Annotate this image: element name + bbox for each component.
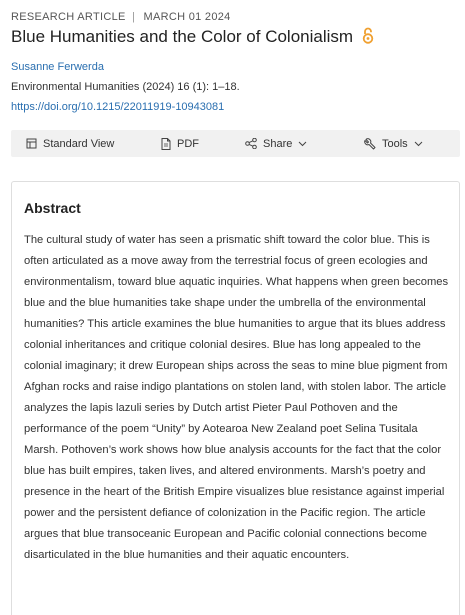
abstract-text: The cultural study of water has seen a prismatic shift toward the color blue. This is often articulated as a move away from the terrestrial focus of green ecologies and environmentalism, toward blue aquatic inquiries. What happens when green becomes blue and the blue humanities take shape under the umbrella of the environmental humanities? This article examines the blue humanities to argue that its blues address colonial inheritances and critique colonial desires. Blue has long appealed to the colonial imaginary; it drew European ships across the seas to mine blue pigment from Afghan rocks and raise indigo plantations on stolen land, with stolen labor. The article analyzes the lapis lazuli series by Dutch artist Pieter Paul Pothoven and the performance of the poem “Unity” by Aotearoa New Zealand poet Selina Tusitala Marsh. Pothoven’s work shows how blue analysis accounts for the fact that the color blue has built empires, taken lives, and altered environments. Marsh’s poetry and presence in the heart of the British Empire visualizes blue resistance against imperial power and the persistent defiance of colonization in the Pacific region. The article argues that blue transoceanic European and Pacific colonial connections become disarticulated in the blue humanities and their aquatic encounters. xyxy=(24,234,449,561)
journal-citation: Environmental Humanities (2024) 16 (1): 1–18. xyxy=(11,81,240,93)
pdf-file-icon xyxy=(161,138,171,150)
pdf-label: PDF xyxy=(177,137,199,150)
standard-view-button[interactable] xyxy=(26,130,114,157)
share-button[interactable] xyxy=(245,130,307,157)
article-title: Blue Humanities and the Color of Colonialism xyxy=(11,27,354,46)
abstract-section xyxy=(11,181,460,615)
article-title-row xyxy=(11,27,374,49)
publication-date: MARCH 01 2024 xyxy=(143,11,231,23)
tools-label: Tools xyxy=(382,137,408,150)
abstract-heading: Abstract xyxy=(24,200,81,216)
article-type: RESEARCH ARTICLE xyxy=(11,11,126,23)
author-link[interactable]: Susanne Ferwerda xyxy=(11,61,104,73)
chevron-down-icon xyxy=(414,141,423,147)
article-toolbar xyxy=(11,130,460,157)
meta-separator: | xyxy=(132,11,136,23)
doi-link[interactable]: https://doi.org/10.1215/22011919-10943081 xyxy=(11,101,225,113)
article-meta xyxy=(11,11,231,23)
pdf-button[interactable] xyxy=(161,130,199,157)
share-icon xyxy=(245,138,257,149)
chevron-down-icon xyxy=(298,141,307,147)
wrench-icon xyxy=(364,138,376,150)
share-label: Share xyxy=(263,137,293,150)
standard-view-icon xyxy=(26,138,37,149)
tools-button[interactable] xyxy=(364,130,423,157)
standard-view-label: Standard View xyxy=(43,137,115,150)
open-access-lock-icon xyxy=(362,27,374,49)
